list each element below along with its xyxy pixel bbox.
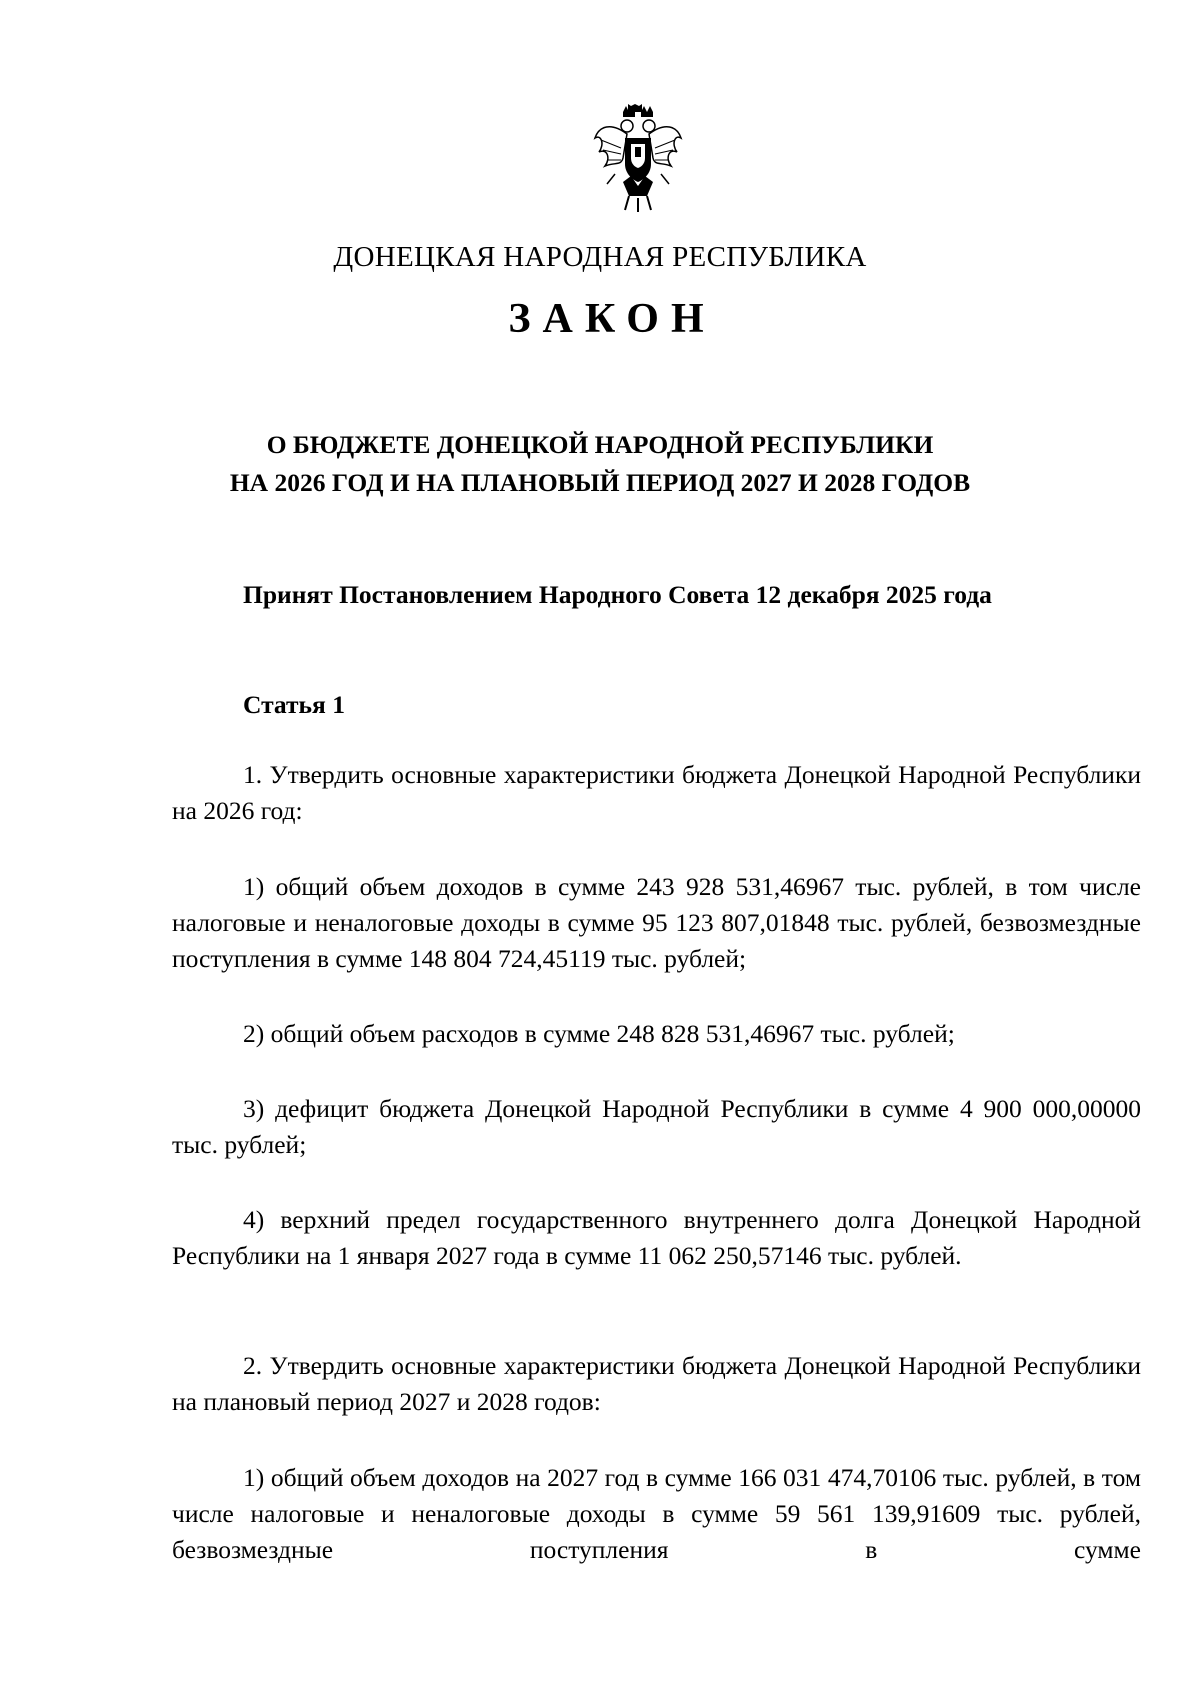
paragraph-1-3: 3) дефицит бюджета Донецкой Народной Республики в сумме 4 900 000,00000 тыс. рублей;: [172, 1094, 1141, 1159]
article-heading: Статья 1: [243, 690, 345, 719]
paragraph-2: 2. Утвердить основные характеристики бюджета Донецкой Народной Республики на плановый период 2027 и 2028 годов:: [172, 1351, 1141, 1416]
paragraph-1-1: 1) общий объем доходов в сумме 243 928 531,46967 тыс. рублей, в том числе налоговые и неналоговые доходы в сумме 95 123 807,01848 тыс. рублей, безвозмездные поступления в сумме 148 804 724,45119 тыс. рублей;: [172, 872, 1141, 973]
law-title-line-2: НА 2026 ГОД И НА ПЛАНОВЫЙ ПЕРИОД 2027 И 2028 ГОДОВ: [229, 468, 971, 497]
adoption-note: Принят Постановлением Народного Совета 12 декабря 2025 года: [243, 580, 992, 609]
document-type: ЗАКОН: [508, 296, 716, 342]
coat-of-arms-icon: [593, 104, 683, 214]
paragraph-2-1: 1) общий объем доходов на 2027 год в сумме 166 031 474,70106 тыс. рублей, в том числе налоговые и неналоговые доходы в сумме 59 561 139,91609 тыс. рублей, безвозмездные поступления в сумме: [172, 1463, 1141, 1564]
paragraph-1: 1. Утвердить основные характеристики бюджета Донецкой Народной Республики на 2026 год:: [172, 760, 1141, 825]
paragraph-1-4: 4) верхний предел государственного внутреннего долга Донецкой Народной Республики на 1 января 2027 года в сумме 11 062 250,57146 тыс. рублей.: [172, 1205, 1141, 1270]
law-title: [0, 426, 1200, 502]
paragraph-1-2: 2) общий объем расходов в сумме 248 828 531,46967 тыс. рублей;: [243, 1019, 955, 1048]
law-title-line-1: О БЮДЖЕТЕ ДОНЕЦКОЙ НАРОДНОЙ РЕСПУБЛИКИ: [266, 430, 934, 459]
state-name: ДОНЕЦКАЯ НАРОДНАЯ РЕСПУБЛИКА: [333, 241, 867, 273]
